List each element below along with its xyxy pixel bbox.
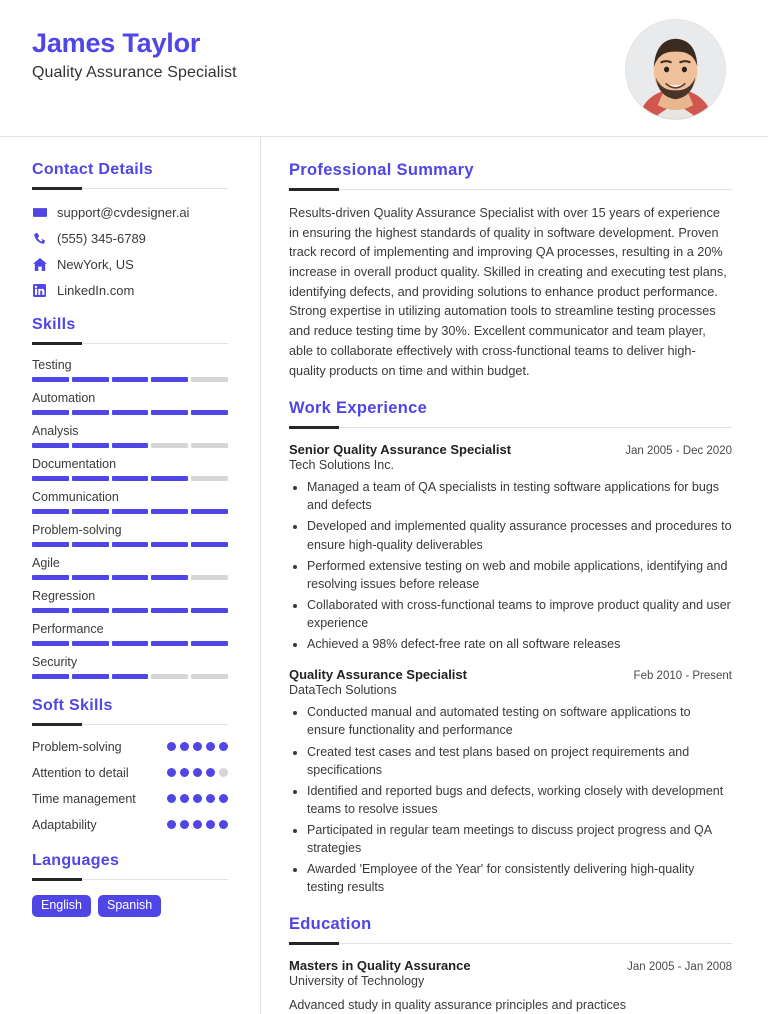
soft-skill-rating	[167, 817, 228, 829]
header-role: Quality Assurance Specialist	[32, 64, 237, 82]
skill-label: Analysis	[32, 424, 79, 438]
entry-bullet-list	[289, 478, 732, 653]
skill-level-segment	[72, 410, 109, 415]
entry-description: Advanced study in quality assurance principles and practices	[289, 997, 626, 1012]
skill-label: Regression	[32, 589, 96, 603]
rating-dot	[167, 794, 176, 803]
skill-item	[32, 457, 228, 481]
rating-dot	[193, 768, 202, 777]
rating-dot	[180, 794, 189, 803]
section-title: Education	[289, 914, 372, 933]
skill-level-segment	[32, 542, 69, 547]
entry-organization: Tech Solutions Inc.	[289, 458, 394, 473]
skill-level-segment	[112, 641, 149, 646]
soft-skills-list	[32, 739, 228, 834]
section-rule	[32, 343, 228, 344]
contact-item-location[interactable]	[32, 257, 228, 272]
rating-dot	[219, 794, 228, 803]
skill-level-segment	[32, 476, 69, 481]
skill-level-segment	[151, 575, 188, 580]
skill-item	[32, 523, 228, 547]
skill-level-segment	[72, 443, 109, 448]
skill-level-segment	[191, 377, 228, 382]
entry-bullet: • Conducted manual and automated testing on software applications to ensure functionality and performance	[307, 703, 732, 739]
user-photo-avatar-icon	[626, 20, 725, 119]
skill-level-segment	[72, 674, 109, 679]
soft-skill-label: Adaptability	[32, 817, 97, 832]
skill-item	[32, 490, 228, 514]
education-list	[289, 958, 732, 1014]
rating-dot	[206, 820, 215, 829]
rating-dot	[219, 820, 228, 829]
rating-dot	[193, 820, 202, 829]
entry-organization: University of Technology	[289, 973, 425, 988]
soft-skill-rating	[167, 739, 228, 751]
section-title: Contact Details	[32, 161, 153, 178]
section-title: Professional Summary	[289, 161, 474, 179]
entry-header	[289, 667, 732, 682]
resume-header	[0, 0, 768, 137]
section-rule	[289, 427, 732, 428]
section-skills	[32, 316, 228, 679]
entry-date: Feb 2010 - Present	[633, 670, 732, 683]
entry-bullet: • Achieved a 98% defect-free rate on all software releases	[307, 635, 732, 653]
skill-item	[32, 391, 228, 415]
resume-body	[0, 137, 768, 1014]
entry-title: Masters in Quality Assurance	[289, 957, 471, 973]
skill-level-bar	[32, 410, 228, 415]
skill-level-segment	[72, 608, 109, 613]
skill-level-bar	[32, 476, 228, 481]
section-rule	[32, 879, 228, 880]
rating-dot	[219, 742, 228, 751]
experience-list	[289, 442, 732, 896]
skill-level-segment	[151, 674, 188, 679]
rating-dot	[193, 794, 202, 803]
skill-level-segment	[72, 575, 109, 580]
entry-bullet: • Collaborated with cross-functional teams to improve product quality and user experience	[307, 596, 732, 632]
entry-bullet: • Awarded 'Employee of the Year' for consistently delivering high-quality testing results	[307, 860, 732, 896]
section-rule	[32, 724, 228, 725]
entry-title: Quality Assurance Specialist	[289, 667, 467, 683]
skill-item	[32, 589, 228, 613]
skill-level-segment	[112, 674, 149, 679]
skill-level-segment	[112, 608, 149, 613]
skill-level-segment	[72, 542, 109, 547]
entry-item	[289, 667, 732, 896]
skill-level-segment	[32, 509, 69, 514]
rating-dot	[206, 768, 215, 777]
contact-item-phone[interactable]	[32, 231, 228, 246]
section-rule	[32, 188, 228, 189]
entry-bullet: • Created test cases and test plans based on project requirements and specifications	[307, 743, 732, 779]
skill-level-segment	[191, 410, 228, 415]
section-languages	[32, 852, 228, 918]
entry-date: Jan 2005 - Dec 2020	[625, 445, 732, 458]
section-soft-skills	[32, 697, 228, 834]
contact-item-linkedin[interactable]	[32, 283, 228, 298]
skill-level-segment	[32, 377, 69, 382]
skill-level-segment	[191, 674, 228, 679]
entry-item	[289, 958, 732, 1014]
skill-level-segment	[191, 575, 228, 580]
skill-level-segment	[191, 443, 228, 448]
skill-level-bar	[32, 608, 228, 613]
skill-level-segment	[72, 509, 109, 514]
skill-item	[32, 358, 228, 382]
home-icon	[32, 257, 47, 272]
section-contact-details	[32, 161, 228, 298]
skills-list	[32, 358, 228, 679]
entry-organization: DataTech Solutions	[289, 683, 397, 698]
section-title: Skills	[32, 316, 76, 333]
entry-header	[289, 958, 732, 973]
entry-bullet: • Identified and reported bugs and defects, working closely with development teams to resolve issues	[307, 782, 732, 818]
skill-level-segment	[72, 377, 109, 382]
rating-dot	[167, 768, 176, 777]
section-professional-summary	[289, 161, 732, 381]
skill-item	[32, 556, 228, 580]
phone-icon	[32, 231, 47, 246]
skill-level-segment	[32, 674, 69, 679]
skill-level-segment	[151, 410, 188, 415]
section-rule	[289, 943, 732, 944]
skill-item	[32, 622, 228, 646]
summary-text: Results-driven Quality Assurance Specialist with over 15 years of experience in ensuring the highest standards of quality in software development. Proven track record of implementing and improving QA processes, resulting in a 20% increase in overall product quality. Skilled in creating and executing test plans, identifying defects, and providing solutions to enhance product performance. Strong expertise in utilizing automation tools to streamline testing processes and reduce testing time by 30%. Excellent communicator and team player, able to collaborate effectively with cross-functional teams to deliver high-quality products on time and within budget.	[289, 206, 727, 378]
rating-dot	[180, 768, 189, 777]
rating-dot	[193, 742, 202, 751]
skill-level-segment	[151, 608, 188, 613]
skill-level-segment	[32, 608, 69, 613]
skill-label: Security	[32, 655, 78, 669]
skill-level-bar	[32, 443, 228, 448]
soft-skill-rating	[167, 765, 228, 777]
soft-skill-label: Attention to detail	[32, 765, 129, 780]
skill-level-segment	[151, 377, 188, 382]
skill-level-segment	[112, 542, 149, 547]
rating-dot	[180, 742, 189, 751]
entry-item	[289, 442, 732, 653]
entry-title: Senior Quality Assurance Specialist	[289, 442, 512, 458]
soft-skill-item	[32, 739, 228, 756]
entry-bullet: • Participated in regular team meetings to discuss project progress and QA strategies	[307, 821, 732, 857]
skill-level-segment	[191, 509, 228, 514]
rating-dot	[219, 768, 228, 777]
skill-level-segment	[32, 443, 69, 448]
skill-level-bar	[32, 377, 228, 382]
skill-label: Performance	[32, 622, 104, 636]
entry-bullet: • Developed and implemented quality assurance processes and procedures to ensure high-quality deliverables	[307, 517, 732, 553]
contact-value: NewYork, US	[57, 257, 134, 272]
skill-item	[32, 424, 228, 448]
skill-level-segment	[151, 542, 188, 547]
skill-level-segment	[151, 641, 188, 646]
skill-label: Agile	[32, 556, 60, 570]
entry-header	[289, 442, 732, 457]
skill-label: Communication	[32, 490, 119, 504]
entry-bullet: • Performed extensive testing on web and mobile applications, identifying and resolving issues before release	[307, 557, 732, 593]
skill-level-bar	[32, 641, 228, 646]
contact-list	[32, 205, 228, 298]
skill-level-segment	[112, 410, 149, 415]
skill-level-segment	[112, 575, 149, 580]
skill-level-segment	[32, 410, 69, 415]
language-pill[interactable]: Spanish	[98, 895, 161, 918]
skill-label: Automation	[32, 391, 96, 405]
rating-dot	[167, 742, 176, 751]
page-title: James Taylor	[32, 28, 201, 58]
rating-dot	[206, 794, 215, 803]
envelope-icon	[32, 205, 47, 220]
linkedin-icon	[32, 283, 47, 298]
entry-bullet: • Managed a team of QA specialists in testing software applications for bugs and defects	[307, 478, 732, 514]
skill-level-segment	[191, 476, 228, 481]
skill-level-segment	[72, 641, 109, 646]
soft-skill-label: Time management	[32, 791, 136, 806]
languages-list	[32, 895, 228, 918]
section-work-experience	[289, 399, 732, 896]
skill-level-segment	[72, 476, 109, 481]
skill-level-segment	[32, 641, 69, 646]
section-title: Soft Skills	[32, 697, 113, 714]
skill-label: Documentation	[32, 457, 117, 471]
skill-level-segment	[151, 509, 188, 514]
rating-dot	[206, 742, 215, 751]
section-education	[289, 915, 732, 1014]
skill-level-segment	[191, 641, 228, 646]
skill-level-segment	[191, 542, 228, 547]
skill-level-bar	[32, 542, 228, 547]
skill-level-bar	[32, 509, 228, 514]
contact-value: support@cvdesigner.ai	[57, 205, 190, 220]
skill-level-segment	[112, 377, 149, 382]
soft-skill-item	[32, 791, 228, 808]
skill-level-segment	[112, 443, 149, 448]
section-title: Work Experience	[289, 399, 428, 418]
entry-date: Jan 2005 - Jan 2008	[627, 960, 732, 973]
skill-level-segment	[191, 608, 228, 613]
skill-level-segment	[151, 476, 188, 481]
sidebar	[0, 137, 261, 1014]
section-title: Languages	[32, 851, 120, 869]
main-content	[261, 137, 768, 1014]
section-rule	[289, 189, 732, 190]
rating-dot	[180, 820, 189, 829]
skill-level-segment	[151, 443, 188, 448]
rating-dot	[167, 820, 176, 829]
language-pill[interactable]: English	[32, 895, 91, 918]
skill-level-segment	[112, 509, 149, 514]
skill-level-bar	[32, 575, 228, 580]
soft-skill-item	[32, 817, 228, 834]
skill-level-bar	[32, 674, 228, 679]
skill-level-segment	[112, 476, 149, 481]
contact-value: (555) 345-6789	[57, 231, 146, 246]
soft-skill-rating	[167, 791, 228, 803]
skill-item	[32, 655, 228, 679]
contact-value: LinkedIn.com	[57, 283, 135, 298]
entry-bullet-list	[289, 703, 732, 896]
contact-item-email[interactable]	[32, 205, 228, 220]
soft-skill-item	[32, 765, 228, 782]
skill-level-segment	[32, 575, 69, 580]
soft-skill-label: Problem-solving	[32, 740, 122, 754]
skill-label: Problem-solving	[32, 523, 122, 537]
avatar	[625, 19, 726, 120]
skill-label: Testing	[32, 358, 72, 372]
